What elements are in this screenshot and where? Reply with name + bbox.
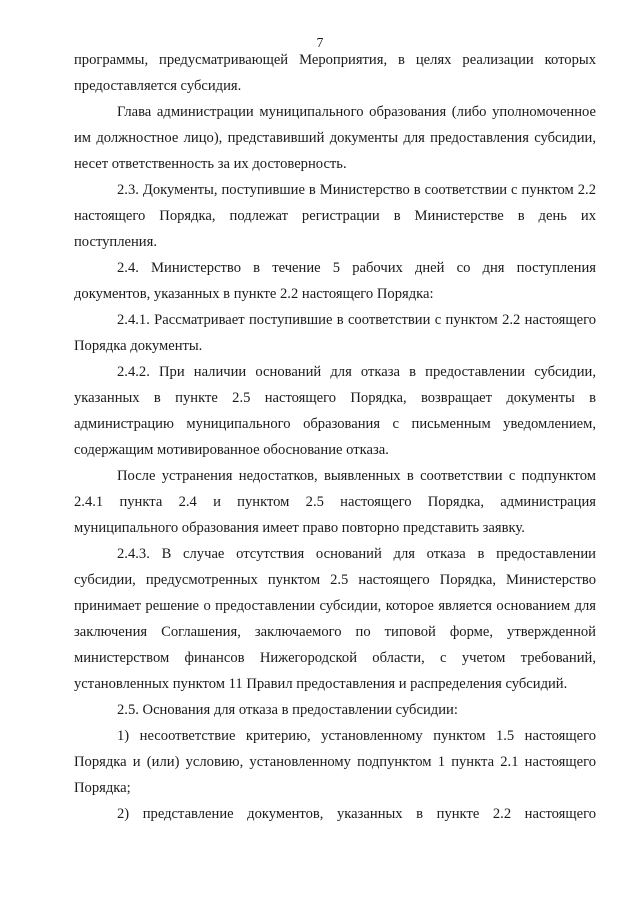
paragraph-2-5: 2.5. Основания для отказа в предоставлении субсидии: (117, 702, 458, 718)
paragraph-continuation: программы, предусматривающей Мероприятия, в целях реализации которых предоставляется субсидия. (74, 52, 596, 94)
paragraph-2-3: 2.3. Документы, поступившие в Министерство в соответствии с пунктом 2.2 настоящего Порядка, подлежат регистрации в Министерстве в день их поступления. (74, 182, 596, 250)
paragraph-2-4: 2.4. Министерство в течение 5 рабочих дней со дня поступления документов, указанных в пункте 2.2 настоящего Порядка: (74, 260, 596, 302)
paragraph-resubmission: После устранения недостатков, выявленных в соответствии с подпунктом 2.4.1 пункта 2.4 и пунктом 2.5 настоящего Порядка, администрация муниципального образования имеет право повторно представить заявку. (74, 468, 596, 536)
list-item-2: 2) представление документов, указанных в пункте 2.2 настоящего (117, 806, 596, 822)
paragraph-2-4-1: 2.4.1. Рассматривает поступившие в соответствии с пунктом 2.2 настоящего Порядка документы. (74, 312, 596, 354)
list-item-1: 1) несоответствие критерию, установленному пунктом 1.5 настоящего Порядка и (или) условию, установленному подпунктом 1 пункта 2.1 настоящего Порядка; (74, 728, 596, 796)
paragraph-2-4-2: 2.4.2. При наличии оснований для отказа в предоставлении субсидии, указанных в пункте 2.5 настоящего Порядка, возвращает документы в администрацию муниципального образования с письменным уведомлением, содержащим мотивированное обоснование отказа. (74, 364, 596, 458)
paragraph-2-4-3: 2.4.3. В случае отсутствия оснований для отказа в предоставлении субсидии, предусмотренных пунктом 2.5 настоящего Порядка, Министерство принимает решение о предоставлении субсидии, которое является основанием для заключения Соглашения, заключаемого по типовой форме, утвержденной министерством финансов Нижегородской области, с учетом требований, установленных пунктом 11 Правил предоставления и распределения субсидий. (74, 546, 596, 692)
page-number: 7 (316, 35, 324, 50)
paragraph-responsibility: Глава администрации муниципального образования (либо уполномоченное им должностное лицо), представивший документы для предоставления субсидии, несет ответственность за их достоверность. (74, 104, 596, 172)
document-body (74, 47, 596, 827)
